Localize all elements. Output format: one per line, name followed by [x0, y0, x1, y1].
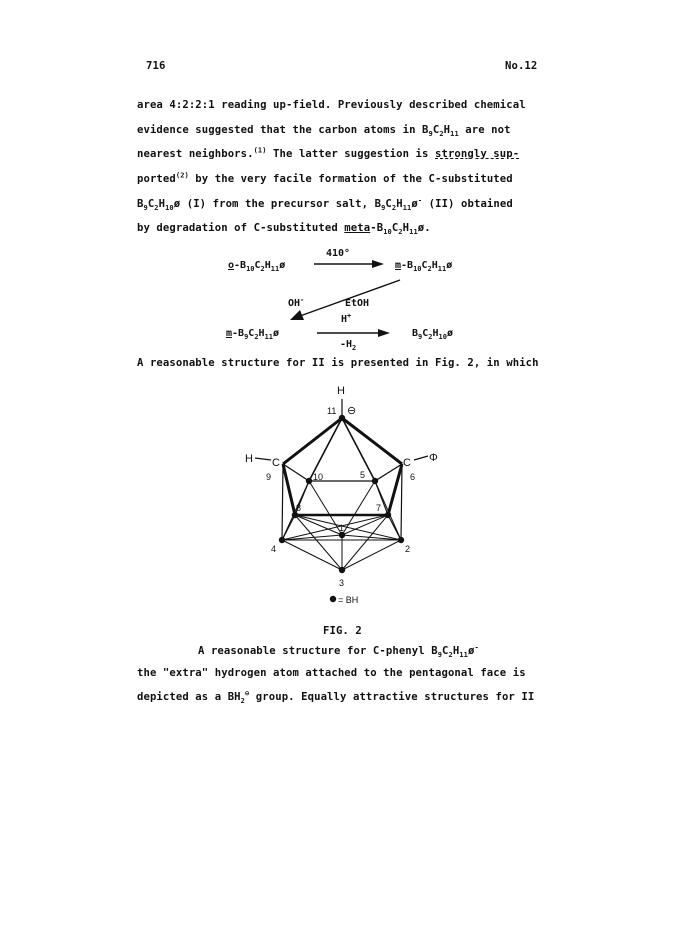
atom-charge: ⊖ [347, 405, 357, 417]
atom-c9: C [272, 457, 280, 469]
atom-label-5: 5 [360, 470, 366, 480]
issue-number: No.12 [505, 60, 538, 72]
scheme-temperature: 410° [326, 248, 351, 259]
text-line-7: A reasonable structure for II is presented in Fig. 2, in which [137, 357, 539, 369]
scheme-product: $B_9C_2H_{10}ø$ [412, 328, 453, 341]
scheme-ethanol: EtOH [345, 298, 370, 309]
text-line-2: evidence suggested that the carbon atoms in $B_9C_2H_{11}$ are not [137, 124, 511, 139]
atom-label-1: 1 [339, 523, 345, 533]
atom-label-6: 6 [410, 472, 416, 482]
scheme-minus-h2: $-H_2$ [340, 339, 357, 352]
scheme-meta-product: $m-B_{10}C_2H_{11}ø$ [395, 260, 453, 273]
atom-h-left: H [245, 453, 253, 465]
atom-label-7: 7 [376, 503, 382, 513]
atom-label-11: 11 [327, 406, 337, 416]
text-line-3: nearest neighbors.$^{(1)}$ The latter suggestion is strongly sup- [137, 146, 520, 160]
text-line-5: $B_9C_2H_{10}ø$ (I) from the precursor salt, $B_9C_2H_{11}ø^-$ (II) obtained [137, 196, 513, 213]
text-line-9: depicted as a $BH_2^⊖$ group. Equally attractive structures for II [137, 689, 535, 706]
text-line-6: by degradation of C-substituted meta-$B_{10}C_2H_{11}ø$. [137, 222, 431, 237]
atom-label-9: 9 [266, 472, 272, 482]
scheme-acid: H+ [341, 312, 352, 325]
atom-h-top: H [337, 385, 345, 397]
text-line-4: ported$^{(2)}$ by the very facile formation of the C-substituted [137, 171, 513, 185]
figure-subcaption: A reasonable structure for C-phenyl $B_9C_2H_{11}ø^-$ [198, 643, 479, 660]
figure-caption: FIG. 2 [323, 625, 362, 637]
page-number: 716 [146, 60, 166, 72]
atom-label-8: 8 [296, 503, 302, 513]
scheme-hydroxide: OH- [288, 296, 305, 309]
atom-phenyl: Φ [429, 452, 438, 464]
atom-label-2: 2 [405, 544, 411, 554]
scheme-ortho-reactant: $o-B_{10}C_2H_{11}ø$ [228, 260, 286, 273]
atom-label-4: 4 [271, 544, 277, 554]
figure-legend: = BH [338, 595, 359, 605]
text-line-1: area 4:2:2:1 reading up-field. Previously described chemical [137, 99, 526, 111]
atom-label-10: 10 [313, 472, 324, 482]
atom-c6: C [403, 457, 411, 469]
atom-label-3: 3 [339, 578, 345, 588]
scheme-salt: $m-B_9C_2H_{11}ø$ [226, 328, 280, 341]
text-line-8: the "extra" hydrogen atom attached to the pentagonal face is [137, 667, 526, 679]
